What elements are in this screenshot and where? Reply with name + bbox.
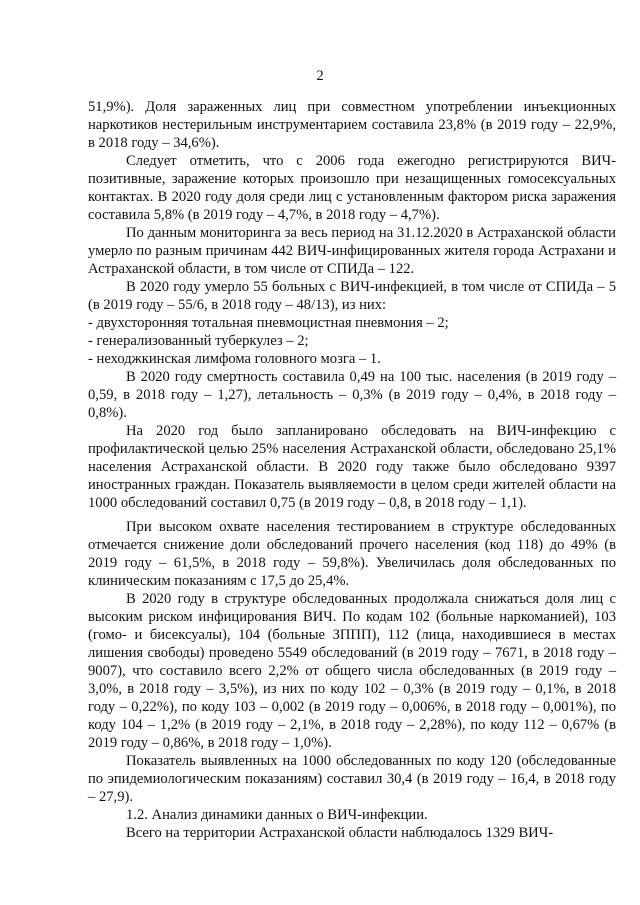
paragraph: Следует отметить, что с 2006 года ежегодно регистрируются ВИЧ-позитивные, заражение которых произошло при незащищенных гомосексуальных контактах. В 2020 году доля среди лиц с установленным фактором риска заражения составила 5,8% (в 2019 году – 4,7%, в 2018 году – 4,7%). bbox=[88, 153, 616, 223]
paragraph: 51,9%). Доля зараженных лиц при совместном употреблении инъекционных наркотиков нестерильным инструментарием составила 23,8% (в 2019 году – 22,9%, в 2018 году – 34,6%). bbox=[88, 99, 616, 151]
paragraph: На 2020 год было запланировано обследовать на ВИЧ-инфекцию с профилактической целью 25% населения Астраханской области, обследовано 25,1% населения Астраханской области. В 2020 году также было обследовано 9397 иностранных граждан. Показатель выявляемости в целом среди жителей области на 1000 обследований составил 0,75 (в 2019 году – 0,8, в 2018 году – 1,1). bbox=[88, 423, 616, 511]
paragraph: По данным мониторинга за весь период на 31.12.2020 в Астраханской области умерло по разным причинам 442 ВИЧ-инфицированных жителя города Астрахани и Астраханской области, в том числе от СПИДа – 122. bbox=[88, 225, 616, 277]
page-number: 2 bbox=[316, 68, 324, 84]
paragraph: В 2020 году умерло 55 больных с ВИЧ-инфекцией, в том числе от СПИДа – 5 (в 2019 году – 55/6, в 2018 году – 48/13), из них: bbox=[88, 279, 616, 313]
list-item: - двухсторонняя тотальная пневмоцистная пневмония – 2; bbox=[88, 315, 449, 331]
paragraph: В 2020 году в структуре обследованных продолжала снижаться доля лиц с высоким риском инфицирования ВИЧ. По кодам 102 (больные наркоманией), 103 (гомо- и бисексуалы), 104 (больные ЗППП), 112 (лица, находившиеся в местах лишения свободы) проведено 5549 обследований (в 2019 году – 7671, в 2018 году – 9007), что составило всего 2,2% от общего числа обследованных (в 2019 году – 3,0%, в 2018 году – 3,5%), из них по коду 102 – 0,3% (в 2019 году – 0,1%, в 2018 году – 0,22%), по коду 103 – 0,002 (в 2019 году – 0,006%, в 2018 году – 0,001%), по коду 104 – 1,2% (в 2019 году – 2,1%, в 2018 году – 2,28%), по коду 112 – 0,67% (в 2019 году – 0,86%, в 2018 году – 1,0%). bbox=[88, 591, 616, 751]
document-body bbox=[88, 98, 616, 842]
list-item: - неходжкинская лимфома головного мозга – 1. bbox=[88, 351, 381, 367]
paragraph: При высоком охвате населения тестированием в структуре обследованных отмечается снижение доли обследований прочего населения (код 118) до 49% (в 2019 году – 61,5%, в 2018 году – 59,8%). Увеличилась доля обследованных по клиническим показаниям с 17,5 до 25,4%. bbox=[88, 519, 616, 589]
paragraph: Всего на территории Астраханской области наблюдалось 1329 ВИЧ- bbox=[126, 825, 554, 841]
section-heading: 1.2. Анализ динамики данных о ВИЧ-инфекции. bbox=[126, 807, 428, 823]
paragraph: Показатель выявленных на 1000 обследованных по коду 120 (обследованные по эпидемиологическим показаниям) составил 30,4 (в 2019 году – 16,4, в 2018 году – 27,9). bbox=[88, 753, 616, 805]
list-item: - генерализованный туберкулез – 2; bbox=[88, 333, 309, 349]
paragraph: В 2020 году смертность составила 0,49 на 100 тыс. населения (в 2019 году – 0,59, в 2018 году – 1,27), летальность – 0,3% (в 2019 году – 0,4%, в 2018 году – 0,8%). bbox=[88, 369, 616, 421]
